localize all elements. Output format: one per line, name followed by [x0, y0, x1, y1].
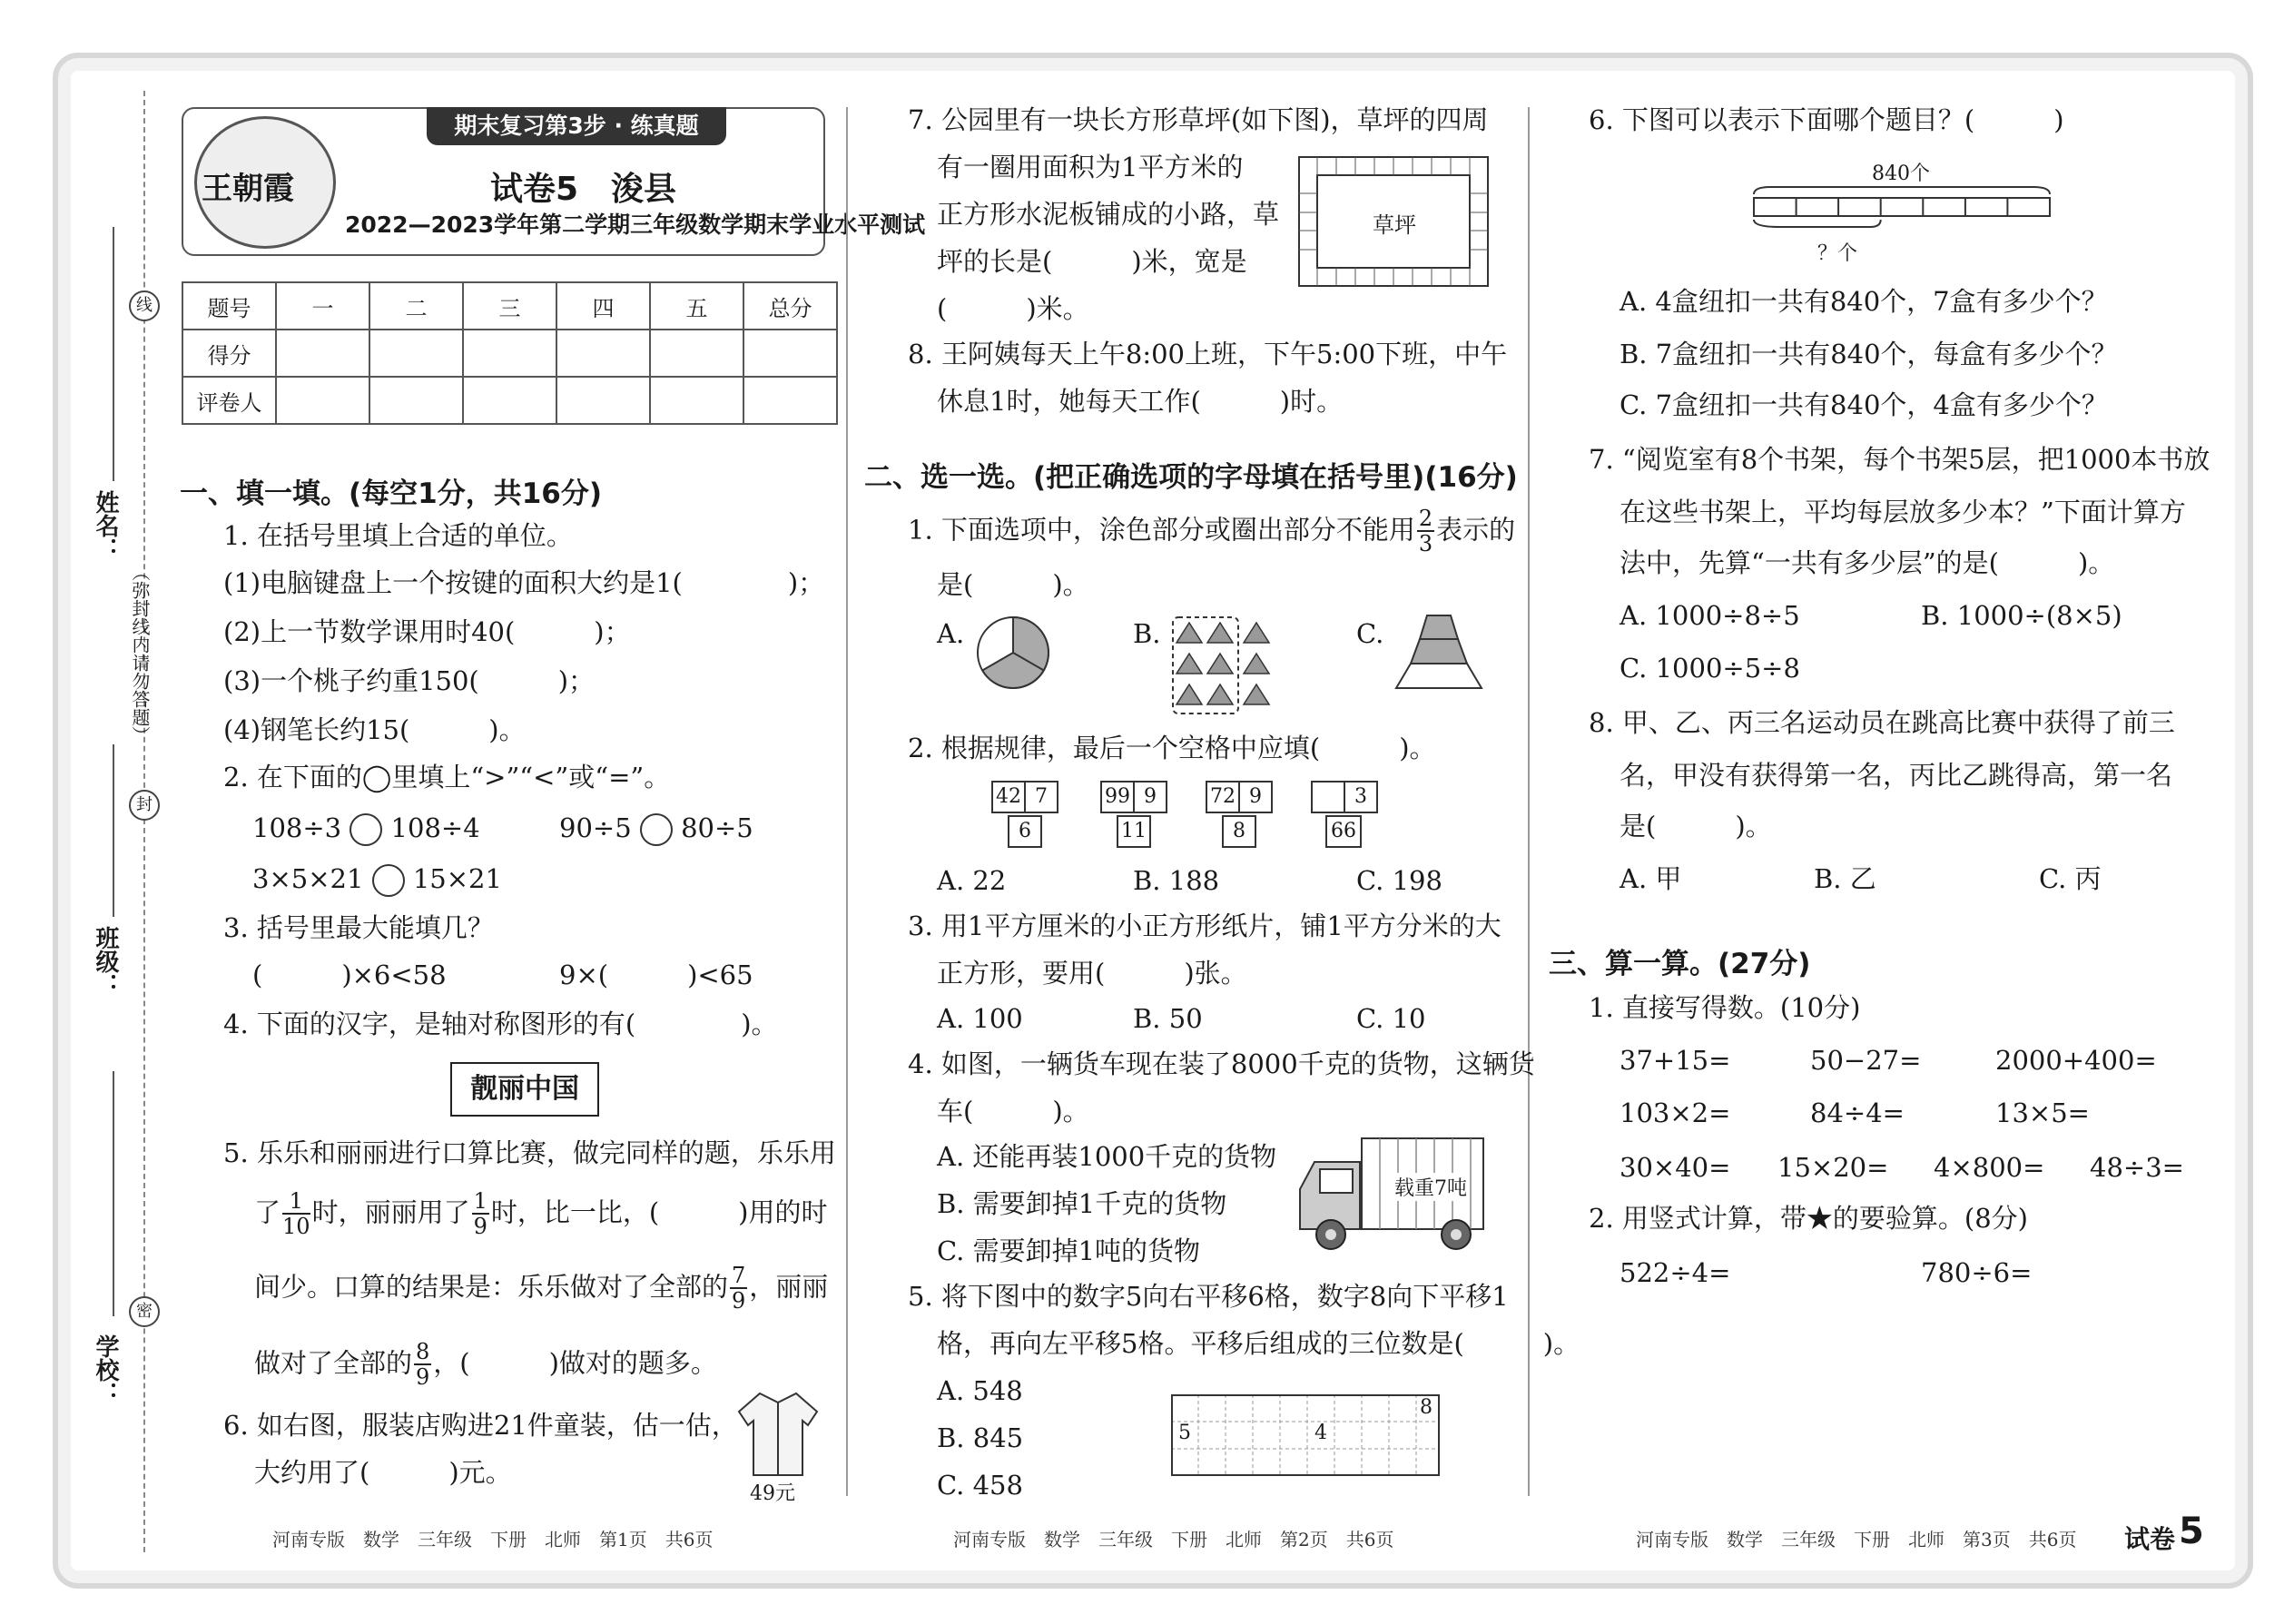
calc-3-4: 48÷3=	[2090, 1152, 2184, 1183]
section-3-title: 三、算一算。(27分)	[1549, 948, 1811, 980]
c1-option-c-label: C.	[1356, 618, 1384, 649]
c4-line2: 车( )。	[937, 1096, 1089, 1127]
c4-option-c: C. 需要卸掉1吨的货物	[937, 1235, 1201, 1266]
c5-line2: 格，再向左平移5格。平移后组成的三位数是( )。	[937, 1328, 1580, 1359]
translation-grid	[1171, 1394, 1440, 1476]
calc-1-1: 37+15=	[1620, 1045, 1731, 1076]
seal-char-3: 密	[129, 1296, 160, 1327]
name-line	[113, 227, 114, 481]
q4-text: 4. 下面的汉字，是轴对称图形的有( )。	[223, 1009, 778, 1039]
q1-d: (4)钢笔长约15( )。	[223, 714, 526, 745]
q3-text: 3. 括号里最大能填几？	[223, 912, 494, 943]
pattern-4-a	[1311, 781, 1345, 813]
calc-2-3: 13×5=	[1995, 1097, 2090, 1128]
paper-subtitle: 2022—2023学年第二学期三年级数学期末学业水平测试	[345, 212, 926, 238]
calc-3-3: 4×800=	[1934, 1152, 2045, 1183]
school-label: 学校：	[92, 1334, 119, 1405]
c4-line1: 4. 如图，一辆货车现在装了8000千克的货物，这辆货	[908, 1048, 1535, 1079]
c5-option-a: A. 548	[937, 1375, 1023, 1406]
q8-line2: 休息1时，她每天工作( )时。	[937, 386, 1344, 417]
c7-option-a: A. 1000÷8÷5	[1620, 600, 1800, 631]
c2-option-a: A. 22	[937, 865, 1007, 896]
q8-line1: 8. 王阿姨每天上午8:00上班，下午5:00下班，中午	[908, 339, 1508, 369]
q7-line4: 坪的长是( )米，宽是	[937, 246, 1247, 277]
c8-line1: 8. 甲、乙、丙三名运动员在跳高比赛中获得了前三	[1589, 707, 2175, 738]
seal-char-2: 封	[129, 790, 160, 821]
q6-line1: 6. 如右图，服装店购进21件童装，估一估，	[223, 1410, 738, 1441]
q1-b: (2)上一节数学课用时40( )；	[223, 616, 631, 647]
s2-text: 2. 用竖式计算，带★的要验算。(8分)	[1589, 1203, 2028, 1234]
pattern-3-a: 72	[1206, 781, 1240, 813]
footer-paper-number: 5	[2179, 1511, 2204, 1552]
header-banner: 期末复习第3步 · 练真题	[427, 107, 726, 145]
c1-option-a-label: A.	[937, 618, 965, 649]
footer-page-2: 河南专版 数学 三年级 下册 北师 第2页 共6页	[953, 1529, 1394, 1550]
c6-text: 6. 下图可以表示下面哪个题目？( )	[1589, 104, 2064, 135]
truck-load-label: 载重7吨	[1394, 1173, 1467, 1201]
q6-line2: 大约用了( )元。	[254, 1457, 512, 1488]
c7-line1: 7. “阅览室有8个书架，每个书架5层，把1000本书放	[1589, 444, 2210, 475]
logo-text: 王朝霞	[202, 171, 294, 207]
q1-text: 1. 在括号里填上合适的单位。	[223, 520, 573, 551]
q7-line1: 7. 公园里有一块长方形草坪(如下图)，草坪的四周	[908, 104, 1489, 135]
shirt-price: 49元	[750, 1482, 795, 1505]
c6-option-c: C. 7盒纽扣一共有840个，4盒有多少个？	[1620, 389, 2108, 420]
calc-2-1: 103×2=	[1620, 1097, 1731, 1128]
section-2-title: 二、选一选。(把正确选项的字母填在括号里)(16分)	[864, 461, 1518, 494]
trapezoid-figure	[1394, 614, 1483, 690]
s2-b: 780÷6=	[1921, 1257, 2033, 1288]
c8-line3: 是( )。	[1620, 811, 1772, 842]
c7-option-b: B. 1000÷(8×5)	[1921, 600, 2122, 631]
seal-note: （弥封线内请勿答题）	[129, 563, 151, 744]
q5-line3: 间少。口算的结果是：乐乐做对了全部的 $\frac{7}{9}$ ，丽丽	[254, 1263, 829, 1314]
c1-line2: 是( )。	[937, 569, 1089, 600]
c3-option-a: A. 100	[937, 1003, 1023, 1034]
calc-1-3: 2000+400=	[1995, 1045, 2157, 1076]
calc-3-1: 30×40=	[1620, 1152, 1731, 1183]
triangles-figure	[1171, 615, 1275, 715]
c4-option-b: B. 需要卸掉1千克的货物	[937, 1188, 1227, 1219]
paper-title: 试卷5 浚县	[490, 171, 677, 208]
lawn-label: 草坪	[1373, 212, 1416, 238]
q2-row1-left: 108÷3 108÷4	[252, 813, 480, 846]
c6-option-a: A. 4盒纽扣一共有840个，7盒有多少个？	[1620, 286, 2108, 317]
score-table: 题号 一 二 三 四 五 总分 得分 评卷人	[182, 281, 838, 425]
pattern-4-c: 66	[1325, 815, 1362, 848]
c6-bar-diagram	[1752, 185, 2052, 240]
grid-digit-4: 4	[1314, 1422, 1327, 1444]
q5-line4: 做对了全部的 $\frac{8}{9}$ ，( )做对的题多。	[254, 1339, 717, 1391]
pattern-1-b: 7	[1024, 781, 1058, 813]
c7-option-c: C. 1000÷5÷8	[1620, 653, 1800, 684]
grid-digit-5: 5	[1178, 1422, 1191, 1444]
calc-3-2: 15×20=	[1777, 1152, 1889, 1183]
q7-line5: ( )米。	[937, 293, 1089, 324]
seal-char-1: 线	[129, 290, 160, 321]
q5-line1: 5. 乐乐和丽丽进行口算比赛，做完同样的题，乐乐用	[223, 1137, 836, 1168]
calc-2-2: 84÷4=	[1810, 1097, 1905, 1128]
class-label: 班级：	[92, 926, 119, 997]
c5-option-b: B. 845	[937, 1422, 1024, 1453]
divider-1	[846, 107, 848, 1496]
footer-page-1: 河南专版 数学 三年级 下册 北师 第1页 共6页	[272, 1529, 714, 1550]
c6-bottom-label: ？个	[1817, 242, 1858, 265]
c3-option-b: B. 50	[1133, 1003, 1203, 1034]
class-line	[113, 744, 114, 917]
c7-line3: 法中，先算“一共有多少层”的是( )。	[1620, 547, 2115, 578]
pattern-2-c: 11	[1117, 815, 1151, 848]
pattern-4-b: 3	[1344, 781, 1378, 813]
pattern-2-a: 99	[1100, 781, 1135, 813]
c1-option-b-label: B.	[1133, 618, 1161, 649]
c8-option-c: C. 丙	[2039, 863, 2102, 894]
q7-line3: 正方形水泥板铺成的小路，草	[937, 199, 1280, 230]
s1-text: 1. 直接写得数。(10分)	[1589, 992, 1861, 1023]
pattern-1-a: 42	[991, 781, 1026, 813]
c5-line1: 5. 将下图中的数字5向右平移6格，数字8向下平移1	[908, 1281, 1509, 1312]
c3-line2: 正方形，要用( )张。	[937, 958, 1247, 989]
footer-page-3: 河南专版 数学 三年级 下册 北师 第3页 共6页	[1636, 1529, 2077, 1550]
divider-2	[1528, 107, 1530, 1496]
c7-line2: 在这些书架上，平均每层放多少本？”下面计算方	[1620, 497, 2186, 527]
pattern-3-b: 9	[1238, 781, 1273, 813]
q4-characters: 靓丽中国	[450, 1062, 599, 1117]
c3-line1: 3. 用1平方厘米的小正方形纸片，铺1平方分米的大	[908, 910, 1501, 941]
calc-1-2: 50−27=	[1810, 1045, 1922, 1076]
q1-a: (1)电脑键盘上一个按键的面积大约是1( )；	[223, 567, 825, 598]
q3-b: 9×( )<65	[559, 960, 753, 990]
section-1-title: 一、填一填。(每空1分，共16分)	[180, 477, 603, 510]
q1-c: (3)一个桃子约重150( )；	[223, 665, 596, 696]
grid-digit-8: 8	[1420, 1396, 1433, 1419]
pattern-2-b: 9	[1133, 781, 1167, 813]
school-line	[113, 1071, 114, 1316]
c6-top-label: 840个	[1872, 162, 1930, 185]
q2-text: 2. 在下面的◯里填上“>”“<”或“=”。	[223, 762, 671, 792]
footer-paper-tag: 试卷	[2124, 1524, 2176, 1554]
shirt-icon	[737, 1389, 819, 1480]
c8-line2: 名，甲没有获得第一名，丙比乙跳得高，第一名	[1620, 760, 2173, 791]
c8-option-b: B. 乙	[1814, 863, 1876, 894]
pie-figure	[976, 615, 1050, 690]
pattern-3-c: 8	[1222, 815, 1256, 848]
q3-a: ( )×6<58	[252, 960, 447, 990]
c1-line1: 1. 下面选项中，涂色部分或圈出部分不能用 $\frac{2}{3}$ 表示的	[908, 506, 1516, 557]
c2-option-b: B. 188	[1133, 865, 1220, 896]
c2-option-c: C. 198	[1356, 865, 1442, 896]
s2-a: 522÷4=	[1620, 1257, 1731, 1288]
q7-line2: 有一圈用面积为1平方米的	[937, 152, 1244, 182]
c2-text: 2. 根据规律，最后一个空格中应填( )。	[908, 733, 1436, 763]
c8-option-a: A. 甲	[1620, 863, 1682, 894]
c4-option-a: A. 还能再装1000千克的货物	[937, 1141, 1277, 1172]
q2-row1-right: 90÷5 80÷5	[559, 813, 753, 846]
pattern-1-c: 6	[1008, 815, 1042, 848]
c3-option-c: C. 10	[1356, 1003, 1426, 1034]
q5-line2: 了 $\frac{1}{10}$ 时，丽丽用了 $\frac{1}{9}$ 时，比一比，( )用的时	[254, 1188, 828, 1240]
name-label: 姓名：	[92, 490, 119, 561]
c6-option-b: B. 7盒纽扣一共有840个，每盒有多少个？	[1620, 339, 2118, 369]
q2-row2: 3×5×21 15×21	[252, 864, 502, 897]
c5-option-c: C. 458	[937, 1470, 1023, 1501]
